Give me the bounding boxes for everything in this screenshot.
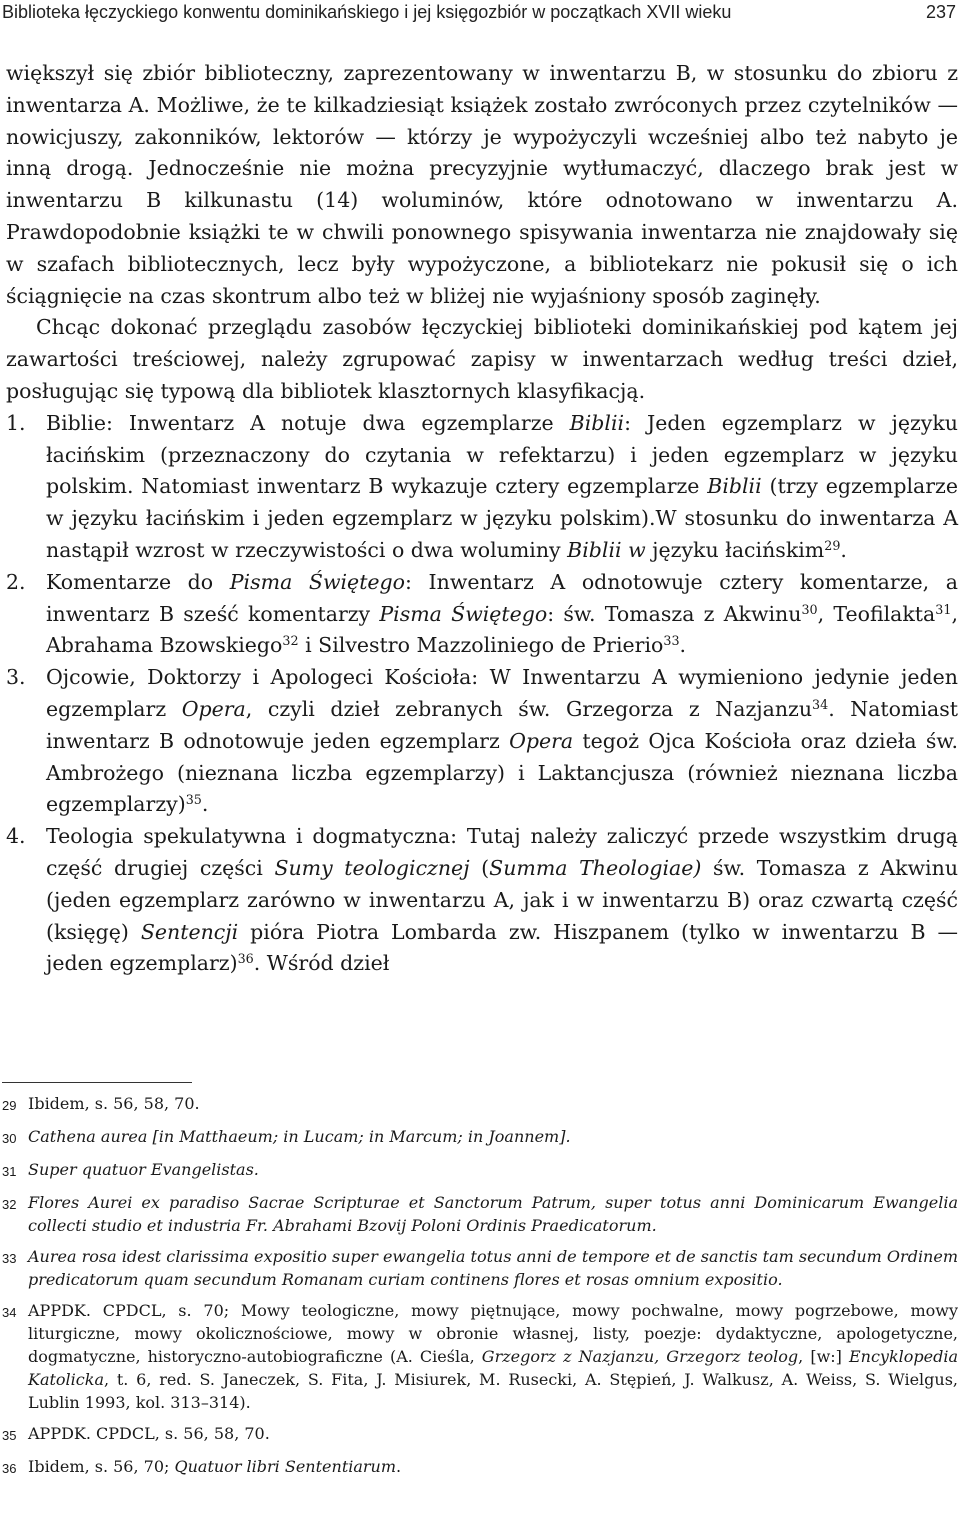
footnote: [2, 1299, 958, 1414]
footnote-text: APPDK. CPDCL, s. 56, 58, 70.: [28, 1424, 270, 1443]
footnote-number: 30: [2, 1131, 17, 1146]
footnote-text: [28, 1455, 958, 1480]
list-number: 3.: [6, 665, 26, 690]
italic-title: Biblii: [569, 410, 625, 435]
text-run: , czyli dzieł zebranych św. Grzegorza z Nazjanzu: [245, 696, 813, 721]
footnote-number: 36: [2, 1461, 17, 1476]
text-run: .: [201, 792, 209, 817]
text-run: Komentarze do: [46, 569, 230, 594]
list-item: [6, 567, 958, 662]
footnote-number: 35: [2, 1428, 17, 1443]
list-text: [46, 408, 958, 567]
text-run: Biblie: Inwentarz A notuje dwa egzemplarze: [46, 410, 570, 435]
text-run: Teologia spekulatywna i dogmatyczna: Tutaj należy zaliczyć przede wszystkim drugą część drugiej części: [46, 824, 958, 880]
footnote: [2, 1245, 958, 1291]
text-run: . Natomiast inwentarz B odnotowuje jeden egzemplarz: [46, 696, 958, 753]
italic-title: Sumy teologicznej: [274, 855, 470, 880]
footnote: [2, 1125, 958, 1150]
footnote-number: 32: [2, 1197, 17, 1212]
text-run: , Teofilakta: [817, 601, 936, 626]
footnote-ref: 32: [282, 633, 299, 649]
list-text: [46, 662, 958, 821]
footnote-divider: [2, 1082, 192, 1083]
footnote-text: Ibidem, s. 56, 58, 70.: [28, 1094, 200, 1113]
text-run: APPDK. CPDCL, s. 70; Mowy teologiczne, mowy piętnujące, mowy pochwalne, mowy pogrzebowe, mowy liturgiczne, mowy okolicznościowe, mowy w obronie własnej, listy, poezje: dydaktyczne, apologetyczne, dogmatyczne, historyczno-autobiograficzne (A. Cieśla,: [28, 1301, 958, 1366]
footnote-ref: 30: [801, 601, 818, 617]
text-run: , [w:]: [798, 1347, 849, 1366]
list-item: [6, 408, 958, 567]
italic-title: Grzegorz z Nazjanzu, Grzegorz teolog: [481, 1347, 799, 1366]
list-text: [46, 821, 958, 980]
italic-title: Quatuor libri Sententiarum: [174, 1457, 397, 1476]
text-run: .: [396, 1457, 402, 1476]
list-number: 2.: [6, 569, 26, 594]
footnote-text: Super quatuor Evangelistas.: [28, 1160, 259, 1179]
paragraph: większył się zbiór biblioteczny, zaprezentowany w inwentarzu B, w stosunku do zbioru z inwentarza A. Możliwe, że te kilkadziesiąt książek zostało zwróconych przez czytelników — nowicjuszy, zakonników, lektorów — którzy je wypożyczyli wcześniej albo też nabyto je inną drogą. Jednocześnie nie można precyzyjnie wytłumaczyć, dlaczego brak jest w inwentarzu B kilkunastu (14) woluminów, które odnotowano w inwentarzu A. Prawdopodobnie książki te w chwili ponownego spisywania inwentarza nie znajdowały się w szafach bibliotecznych, lecz były wypożyczone, a bibliotekarz nie pokusił się o ich ściągnięcie na czas skontrum albo też w bliżej nie wyjaśniony sposób zaginęły.: [6, 61, 958, 308]
running-title: Biblioteka łęczyckiego konwentu dominikańskiego i jej księgozbiór w początkach XVII wieku: [2, 2, 732, 22]
list-number: 1.: [6, 410, 26, 435]
italic-title: Opera: [509, 728, 574, 753]
text-run: Ibidem, s. 56, 70;: [28, 1457, 175, 1476]
footnote-ref: 33: [663, 633, 680, 649]
italic-title: Biblii: [707, 474, 762, 499]
text-run: i Silvestro Mazzoliniego de Prierio: [298, 633, 664, 658]
footnote-ref: 29: [824, 537, 841, 553]
footnotes: [2, 1092, 958, 1488]
footnote-ref: 36: [237, 951, 254, 967]
footnote-ref: 31: [935, 601, 952, 617]
text-run: Ojcowie, Doktorzy i Apologeci Kościoła: W Inwentarzu A wymieniono jedynie jeden egzemplarz: [46, 665, 958, 721]
italic-title: Biblii w: [567, 537, 646, 562]
page-number: 237: [925, 2, 956, 22]
footnote-text: [28, 1299, 958, 1414]
footnote: [2, 1455, 958, 1480]
footnote: [2, 1092, 958, 1117]
text-run: : Jeden egzemplarz w języku łacińskim (przeznaczony do czytania w refektarzu) i jeden egzemplarz w języku polskim. Natomiast inwentarz B wykazuje cztery egzemplarze: [46, 410, 958, 499]
text-run: : św. Tomasza z Akwinu: [547, 601, 802, 626]
italic-title: Pisma Świętego: [379, 601, 548, 626]
italic-title: Summa Theologiae): [489, 855, 702, 880]
footnote-number: 34: [2, 1305, 17, 1320]
footnote-number: 33: [2, 1251, 17, 1266]
italic-title: Pisma Świętego: [229, 569, 406, 594]
footnote-text: Aurea rosa idest clarissima expositio super ewangelia totus anni de tempore et de sanctis tam secundum Ordinem predicatorum quam secundum Romanam curiam continens flores et rosas omnium expositio.: [28, 1247, 958, 1289]
italic-title: Sentencji: [140, 919, 239, 944]
classification-list: [6, 408, 958, 980]
text-run: św. Tomasza z Akwinu (jeden egzemplarz zarówno w inwentarzu A, jak i w inwentarzu B) oraz czwartą część (księgę): [46, 855, 959, 944]
footnote-number: 31: [2, 1164, 17, 1179]
footnote-text: Flores Aurei ex paradiso Sacrae Scripturae et Sanctorum Patrum, super totus anni Dominicarum Ewangelia collecti studio et industria Fr. Abrahami Bzovij Poloni Ordinis Praedicatorum.: [28, 1193, 958, 1235]
footnote-ref: 34: [812, 696, 829, 712]
italic-title: Opera: [181, 696, 246, 721]
list-item: [6, 821, 958, 980]
text-run: pióra Piotra Lombarda zw. Hiszpanem (tylko w inwentarzu B — jeden egzemplarz): [46, 919, 958, 976]
text-run: języku łacińskim: [645, 537, 825, 562]
paragraph: Chcąc dokonać przeglądu zasobów łęczyckiej biblioteki dominikańskiej pod kątem jej zawartości treściowej, należy zgrupować zapisy w inwentarzach według treści dzieł, posługując się typową dla bibliotek klasztornych klasyfikacją.: [6, 315, 958, 403]
list-text: [46, 567, 958, 662]
italic-title: Encyklopedia Katolicka: [28, 1347, 959, 1389]
main-text: [6, 58, 958, 980]
text-run: , t. 6, red. S. Janeczek, S. Fita, J. Misiurek, M. Rusecki, A. Stępień, J. Walkusz, A. Weiss, S. Wielgus, Lublin 1993, kol. 313–314).: [28, 1370, 958, 1412]
footnote: [2, 1158, 958, 1183]
footnote: [2, 1191, 958, 1237]
footnote-number: 29: [2, 1098, 17, 1113]
text-run: tegoż Ojca Kościoła oraz dzieła św. Ambrożego (nieznana liczba egzemplarzy) i Laktancjusza (również nieznana liczba egzemplarzy): [46, 728, 958, 817]
list-item: [6, 662, 958, 821]
footnote-ref: 35: [185, 792, 202, 808]
list-number: 4.: [6, 824, 26, 849]
text-run: . Wśród dzieł: [253, 951, 390, 976]
text-run: : Inwentarz A odnotowuje cztery komentarze, a inwentarz B sześć komentarzy: [46, 569, 958, 626]
text-run: (trzy egzemplarze w języku łacińskim i jeden egzemplarz w języku polskim).W stosunku do inwentarza A nastąpił wzrost w rzeczywistości o dwa woluminy: [46, 474, 958, 562]
text-run: , Abrahama Bzowskiego: [46, 601, 958, 658]
text-run: (: [469, 855, 490, 880]
text-run: .: [840, 537, 847, 562]
text-run: .: [679, 633, 687, 658]
footnote: [2, 1422, 958, 1447]
footnote-text: Cathena aurea [in Matthaeum; in Lucam; in Marcum; in Joannem].: [28, 1127, 571, 1146]
running-header: [0, 2, 960, 28]
